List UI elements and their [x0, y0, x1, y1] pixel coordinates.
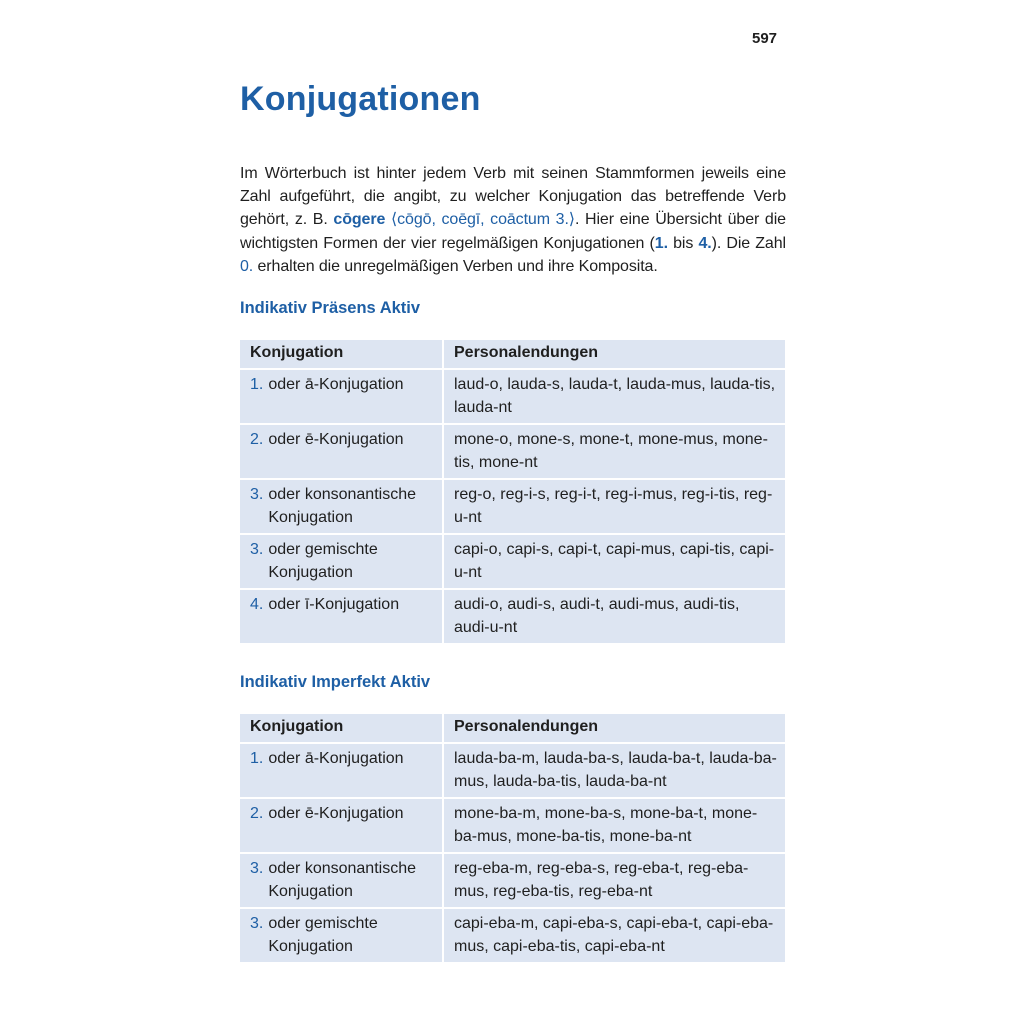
table-header-row [240, 714, 785, 743]
section-heading-praesens: Indikativ Präsens Aktiv [240, 299, 421, 317]
conjugation-name: oder ē-Konjugation [268, 431, 404, 448]
conjugation-number: 4. [698, 234, 712, 252]
conjugation-number: 2. [250, 431, 264, 448]
table-row [240, 424, 785, 479]
intro-text: erhalten die unregelmäßigen Verben und ihre Komposita. [253, 257, 658, 275]
endings-cell: lauda-ba-m, lauda-ba-s, lauda-ba-t, lauda-ba-mus, lauda-ba-tis, lauda-ba-nt [443, 743, 785, 798]
table-row [240, 743, 785, 798]
table-row [240, 534, 785, 589]
table-indikativ-praesens [240, 340, 785, 645]
page-title: Konjugationen [240, 80, 481, 118]
table-header-row [240, 340, 785, 369]
column-header-personalendungen: Personalendungen [443, 340, 785, 369]
conjugation-name: oder konsonantische Konjugation [268, 860, 416, 900]
conjugation-cell [240, 369, 443, 424]
table-row [240, 479, 785, 534]
conjugation-name: oder ī-Konjugation [268, 596, 400, 613]
conjugation-name: oder ā-Konjugation [268, 376, 404, 393]
section-heading-imperfekt: Indikativ Imperfekt Aktiv [240, 673, 431, 691]
endings-cell: capi-o, capi-s, capi-t, capi-mus, capi-tis, capi-u-nt [443, 534, 785, 589]
table-row [240, 853, 785, 908]
endings-cell: reg-eba-m, reg-eba-s, reg-eba-t, reg-eba-mus, reg-eba-tis, reg-eba-nt [443, 853, 785, 908]
conjugation-name: oder ē-Konjugation [268, 805, 404, 822]
endings-cell: mone-o, mone-s, mone-t, mone-mus, mone-tis, mone-nt [443, 424, 785, 479]
intro-text: bis [667, 234, 699, 252]
table-row [240, 798, 785, 853]
conjugation-number: 1. [250, 750, 264, 767]
conjugation-name: oder ā-Konjugation [268, 750, 404, 767]
conjugation-cell [240, 853, 443, 908]
conjugation-number: 3. [250, 486, 264, 503]
intro-text: Im Wörterbuch ist hinter jedem Verb mit seinen Stammformen jeweils eine Zahl aufgeführt, die angibt, zu welcher Konjugation das betreffende Verb gehört, z. B. [240, 165, 786, 229]
conjugation-cell [240, 424, 443, 479]
table-row [240, 369, 785, 424]
headword-example: cōgere [333, 211, 386, 229]
column-header-personalendungen: Personalendungen [443, 714, 785, 743]
conjugation-number: 3. [250, 860, 264, 877]
conjugation-number: 1. [250, 376, 264, 393]
table-row [240, 589, 785, 644]
conjugation-number: 2. [250, 805, 264, 822]
conjugation-number: 3. [250, 541, 264, 558]
conjugation-cell [240, 534, 443, 589]
endings-cell: mone-ba-m, mone-ba-s, mone-ba-t, mone-ba-mus, mone-ba-tis, mone-ba-nt [443, 798, 785, 853]
table-indikativ-imperfekt [240, 714, 785, 964]
column-header-konjugation: Konjugation [240, 714, 443, 743]
conjugation-cell [240, 908, 443, 963]
intro-text: ). Die Zahl [711, 234, 786, 252]
intro-text: . Hier eine Übersicht über die wichtigsten Formen der vier regelmäßigen Konjugationen ( [240, 211, 786, 252]
column-header-konjugation: Konjugation [240, 340, 443, 369]
page-number: 597 [752, 30, 778, 47]
conjugation-cell [240, 589, 443, 644]
conjugation-name: oder gemischte Konjugation [268, 541, 378, 581]
conjugation-name: oder konsonantische Konjugation [268, 486, 416, 526]
conjugation-cell [240, 479, 443, 534]
conjugation-cell [240, 743, 443, 798]
endings-cell: audi-o, audi-s, audi-t, audi-mus, audi-tis, audi-u-nt [443, 589, 785, 644]
intro-paragraph [240, 162, 786, 278]
conjugation-number: 0. [240, 257, 254, 275]
endings-cell: reg-o, reg-i-s, reg-i-t, reg-i-mus, reg-i-tis, reg-u-nt [443, 479, 785, 534]
table-row [240, 908, 785, 963]
conjugation-number: 3. [250, 915, 264, 932]
conjugation-cell [240, 798, 443, 853]
conjugation-name: oder gemischte Konjugation [268, 915, 378, 955]
conjugation-number: 1. [654, 234, 668, 252]
endings-cell: laud-o, lauda-s, lauda-t, lauda-mus, lauda-tis, lauda-nt [443, 369, 785, 424]
conjugation-number: 4. [250, 596, 264, 613]
endings-cell: capi-eba-m, capi-eba-s, capi-eba-t, capi-eba-mus, capi-eba-tis, capi-eba-nt [443, 908, 785, 963]
stem-forms-example: ⟨cōgō, coēgī, coāctum 3.⟩ [391, 211, 575, 229]
